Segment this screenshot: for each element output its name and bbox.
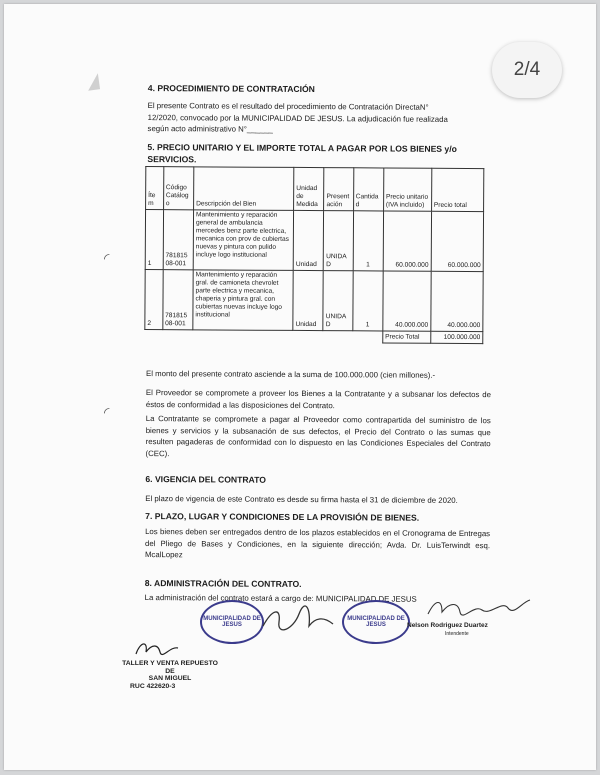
section-7-text: Los bienes deben ser entregados dentro de los plazos establecidos en el Cronograma de Entregas del Pliego de Bases y Condiciones, en la siguiente dirección; Avda. Dr. LuisTerwindt esq. McalLopez	[144, 527, 491, 560]
cell-unidad: Unidad	[293, 210, 324, 270]
cell-precio-unitario: 60.000.000	[383, 211, 431, 271]
section-5-title	[147, 141, 492, 167]
handwritten-signature-center	[259, 604, 339, 634]
handwritten-signature-right	[424, 594, 534, 622]
cell-presentacion: UNIDA D	[323, 271, 353, 331]
cell-descripcion: Mantenimiento y reparación gral. de camioneta chevrolet parte electrica y mecanica, chaperia y pintura gral. con cubiertas nuevas incluye logo institucional	[193, 270, 294, 331]
table-row	[145, 210, 483, 272]
price-table	[144, 166, 484, 344]
section-4-title: 4. PROCEDIMIENTO DE CONTRATACIÓN	[147, 83, 315, 95]
section-4-line-2: 12/2020, convocado por la MUNICIPALIDAD DE JESUS. La adjudicación fue realizada	[147, 112, 448, 124]
cell-precio-total: 60.000.000	[431, 211, 484, 271]
total-value: 100.000.000	[431, 331, 483, 343]
signer-role: Intendente	[445, 631, 469, 637]
company-location: SAN MIGUEL	[148, 675, 192, 682]
punch-hole-mark: ◜	[104, 404, 110, 420]
document-page	[4, 4, 596, 770]
page-content	[4, 4, 596, 770]
header-descripcion: Descripción del Bien	[194, 167, 294, 211]
section-8-title: 8. ADMINISTRACIÓN DEL CONTRATO.	[144, 578, 302, 589]
header-unidad: Unidad de Medida	[294, 167, 325, 210]
page-indicator: 2/4	[492, 42, 562, 98]
cell-descripcion: Mantenimiento y reparación general de ambulancia mercedes benz parte electrica, mecanica con prov de cubiertas nuevas y pintura con pulido incluye logo institucional	[193, 210, 294, 271]
section-5-title-line-2: SERVICIOS.	[147, 154, 197, 165]
monto-paragraph: El monto del presente contrato asciende a la suma de 100.000.000 (cien millones).-	[146, 369, 436, 380]
section-7-title: 7. PLAZO, LUGAR Y CONDICIONES DE LA PROVISIÓN DE BIENES.	[145, 511, 420, 523]
seal-right-text: MUNICIPALIDAD DE JESUS	[347, 616, 405, 628]
handwritten-signature-company	[132, 638, 182, 660]
section-4-line-3: según acto administrativo N°______	[147, 124, 273, 134]
header-precio-total: Precio total	[431, 168, 483, 211]
table-total-row	[145, 330, 483, 344]
signer-name-text: Nelson Rodriguez Duartez	[407, 622, 488, 629]
cell-unidad: Unidad	[293, 270, 324, 330]
seal-left-text: MUNICIPALIDAD DE JESUS	[203, 616, 261, 628]
cell-precio-unitario: 40.000.000	[383, 271, 431, 331]
cell-cantidad: 1	[353, 211, 384, 271]
cell-item: 1	[145, 210, 163, 270]
section-8-text: La administración del contrato estará a cargo de: MUNICIPALIDAD DE JESUS	[144, 593, 417, 604]
section-4-line-1: El presente Contrato es el resultado del procedimiento de Contratación DirectaN°	[147, 101, 429, 112]
signer-name	[407, 622, 488, 638]
company-name: TALLER Y VENTA REPUESTO	[122, 660, 218, 667]
municipal-seal-left	[200, 600, 264, 644]
punch-hole-mark: ◜	[104, 250, 110, 266]
cell-presentacion: UNIDA D	[324, 211, 354, 271]
section-6-title: 6. VIGENCIA DEL CONTRATO	[145, 474, 266, 485]
section-5-title-line-1: 5. PRECIO UNITARIO Y EL IMPORTE TOTAL A PAGAR POR LOS BIENES y/o	[147, 142, 457, 154]
table-header-row	[146, 167, 484, 212]
proveedor-paragraph: El Proveedor se compromete a proveer los Bienes a la Contratante y a subsanar los defectos de éstos de conformidad a las disposiciones del Contrato.	[145, 388, 491, 410]
cell-item: 2	[145, 270, 163, 330]
header-item: Íte m	[146, 167, 164, 210]
cell-codigo: 781815 08-001	[163, 210, 194, 270]
cell-cantidad: 1	[352, 271, 383, 331]
header-precio-unitario: Precio unitario (IVA incluido)	[383, 168, 431, 211]
table-row	[145, 270, 483, 332]
company-stamp	[122, 660, 218, 690]
header-presentacion: Present ación	[324, 168, 353, 211]
municipal-seal-right	[342, 600, 410, 644]
company-ruc: RUC 422620-3	[130, 682, 176, 690]
company-de: DE	[165, 667, 175, 675]
section-6-text: El plazo de vigencia de este Contrato es desde su firma hasta el 31 de diciembre de 2020.	[145, 494, 458, 505]
section-4-text	[148, 100, 488, 137]
cell-precio-total: 40.000.000	[431, 271, 484, 331]
contratante-paragraph: La Contratante se compromete a pagar al Proveedor como contrapartida del suministro de los bienes y servicios y la subsanación de sus defectos, el Precio del Contrato o las sumas que resulten pagaderas de conformidad con lo dispuesto en las Condiciones Especiales del Contrato (CEC).	[145, 414, 491, 458]
header-cantidad: Cantida d	[353, 168, 384, 211]
total-label: Precio Total	[383, 331, 431, 343]
header-codigo: Código Catálog o	[163, 167, 194, 210]
cell-codigo: 781815 08-001	[163, 270, 194, 330]
